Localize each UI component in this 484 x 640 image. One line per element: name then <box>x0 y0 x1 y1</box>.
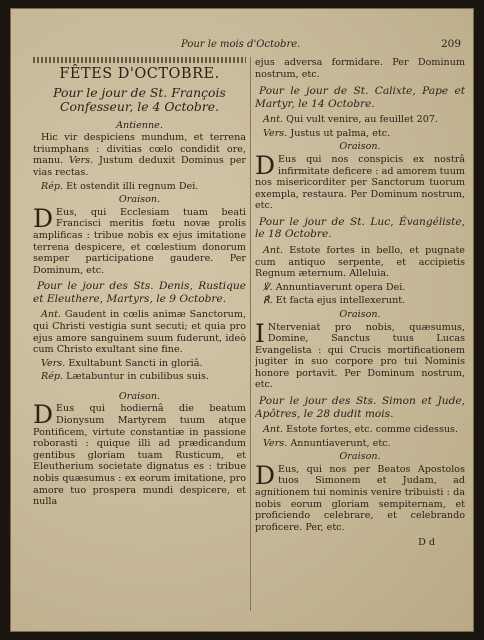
oraison-text: Eus, qui Ecclesiam tuam beati Francisci meritis fœtu novæ prolis amplificas : tribue nobis ex ejus imitatione terrena despicere, et cœlestium donorum semper participatione gaudere. Per Dominum, etc. <box>33 206 246 276</box>
versicle-line <box>33 358 246 370</box>
ant-text: Estote fortes, etc. comme cidessus. <box>286 424 459 436</box>
vers-text: Justus ut palma, etc. <box>290 127 391 139</box>
drop-cap-initial: I <box>255 318 265 348</box>
oraison-heading: Oraison. <box>118 390 161 402</box>
oraison-heading: Oraison. <box>339 308 381 320</box>
catchword: D d <box>418 537 435 549</box>
antiphon-paragraph <box>33 309 246 355</box>
left-column <box>33 57 246 611</box>
drop-cap-initial: D <box>33 400 54 430</box>
continued-text: ejus adversa formidare. Per Dominum nostrum, etc. <box>255 57 465 80</box>
versicle-line <box>255 282 465 294</box>
oraison-prayer <box>255 150 465 212</box>
versicle-line <box>255 128 465 140</box>
drop-cap-initial: D <box>255 150 276 180</box>
response-symbol: ℟. <box>263 295 273 307</box>
oraison-heading: Oraison. <box>339 141 381 153</box>
response-line <box>33 181 246 193</box>
rep-label: Rép. <box>41 371 64 383</box>
rep-text: Et ostendit illi regnum Dei. <box>66 180 199 192</box>
feast-title-st-calixte: Pour le jour de St. Calixte, Pape et Martyr, le 14 Octobre. <box>255 85 465 110</box>
column-rule <box>250 57 251 611</box>
antienne-heading: Antienne. <box>116 119 163 131</box>
ant-text: Qui vult venire, au feuillet 207. <box>286 114 439 126</box>
oraison-heading: Oraison. <box>339 451 381 463</box>
ant-text: Gaudent in cœlis animæ Sanctorum, qui Christi vestigia sunt secuti; et quia pro ejus amore sanguinem suum fuderunt, ideò cum Christo exultant sine fine. <box>33 309 246 356</box>
versicle-line <box>255 438 465 450</box>
vers-label: Vers. <box>41 357 66 369</box>
oraison-prayer <box>33 203 246 277</box>
response-line <box>33 371 246 383</box>
antiphon-paragraph <box>255 245 465 280</box>
ant-label: Ant. <box>41 309 62 321</box>
oraison-text: Nterveniat pro nobis, quæsumus, Domine, Sanctus tuus Lucas Evangelista : qui Crucis mortificationem jugiter in suo corpore pro tui Nominis honore portavit. Per Dominum nostrum, etc. <box>255 321 465 391</box>
vers-text: Justum deduxit Dominus per vias rectas. <box>33 155 246 178</box>
rep-label: Rép. <box>41 180 64 192</box>
antiphon-line <box>255 114 465 126</box>
oraison-prayer <box>255 318 465 392</box>
oraison-prayer <box>33 400 246 508</box>
oraison-text: Eus, qui nos per Beatos Apostolos tuos Simonem et Judam, ad agnitionem tui nominis venire tribuisti : da nobis eorum gloriam sempiternam, et proficiendo celebrare, et celebrando proficere. Per, etc. <box>255 463 465 533</box>
vers-text: Annuntiaverunt opera Dei. <box>275 281 406 293</box>
response-line <box>255 295 465 307</box>
vers-text: Exultabunt Sancti in gloriâ. <box>68 357 203 369</box>
right-column <box>255 57 465 611</box>
ant-label: Ant. <box>263 244 284 256</box>
page-number: 209 <box>440 38 461 50</box>
ornament-band <box>33 57 246 63</box>
feast-title-st-luc: Pour le jour de St. Luc, Évangéliste, le 18 Octobre. <box>255 215 465 241</box>
section-title: FÊTES D'OCTOBRE. <box>59 66 220 82</box>
vers-label: Vers. <box>263 127 288 139</box>
drop-cap-initial: D <box>255 460 276 490</box>
vers-label: Vers. <box>68 155 94 167</box>
book-page <box>10 8 474 632</box>
ant-text: Estote fortes in bello, et pugnate cum antiquo serpente, et accipietis Regnum æternum. Alleluia. <box>255 244 465 280</box>
rep-text: Et facta ejus intellexerunt. <box>275 295 406 307</box>
oraison-text: Eus qui hodiernâ die beatum Dionysum Martyrem tuum atque Pontificem, virtute constantiæ in passione roborasti : quique illi ad prædicandum gentibus gloriam tuam Rusticum, et Eleutherium societate dignatus es : tribue nobis quæsumus : ex eorum imitatione, pro amore tuo prospera mundi despicere, et nulla <box>33 403 246 508</box>
antiphon-line <box>255 424 465 436</box>
ant-label: Ant. <box>263 114 284 126</box>
antienne-text <box>33 132 246 178</box>
antienne-body: Hic vir despiciens mundum, et terrena triumphans : divitias cœlo condidit ore, manu. <box>33 132 246 167</box>
feast-title-st-francois: Pour le jour de St. François Confesseur, le 4 Octobre. <box>53 84 226 115</box>
ant-label: Ant. <box>263 424 284 436</box>
drop-cap-initial: D <box>33 203 54 233</box>
oraison-heading: Oraison. <box>118 194 161 206</box>
oraison-prayer <box>255 460 465 534</box>
running-title: Pour le mois d'Octobre. <box>181 39 301 50</box>
vers-label: Vers. <box>263 437 288 449</box>
feast-title-sts-simon-jude: Pour le jour des Sts. Simon et Jude, Apôtres, le 28 dudit mois. <box>255 395 465 420</box>
vers-text: Annuntiaverunt, etc. <box>290 437 391 449</box>
rep-text: Lætabuntur in cubilibus suis. <box>66 371 209 383</box>
oraison-text: Eus qui nos conspicis ex nostrâ infirmitate deficere : ad amorem tuum nos misericorditer per Sanctorum tuorum exempla, restaura. Per Dominum nostrum, etc. <box>255 153 465 212</box>
feast-title-st-denis: Pour le jour des Sts. Denis, Rustique et Eleuthere, Martyrs, le 9 Octobre. <box>33 280 246 305</box>
running-head <box>11 39 474 53</box>
versicle-symbol: ℣. <box>263 281 273 293</box>
